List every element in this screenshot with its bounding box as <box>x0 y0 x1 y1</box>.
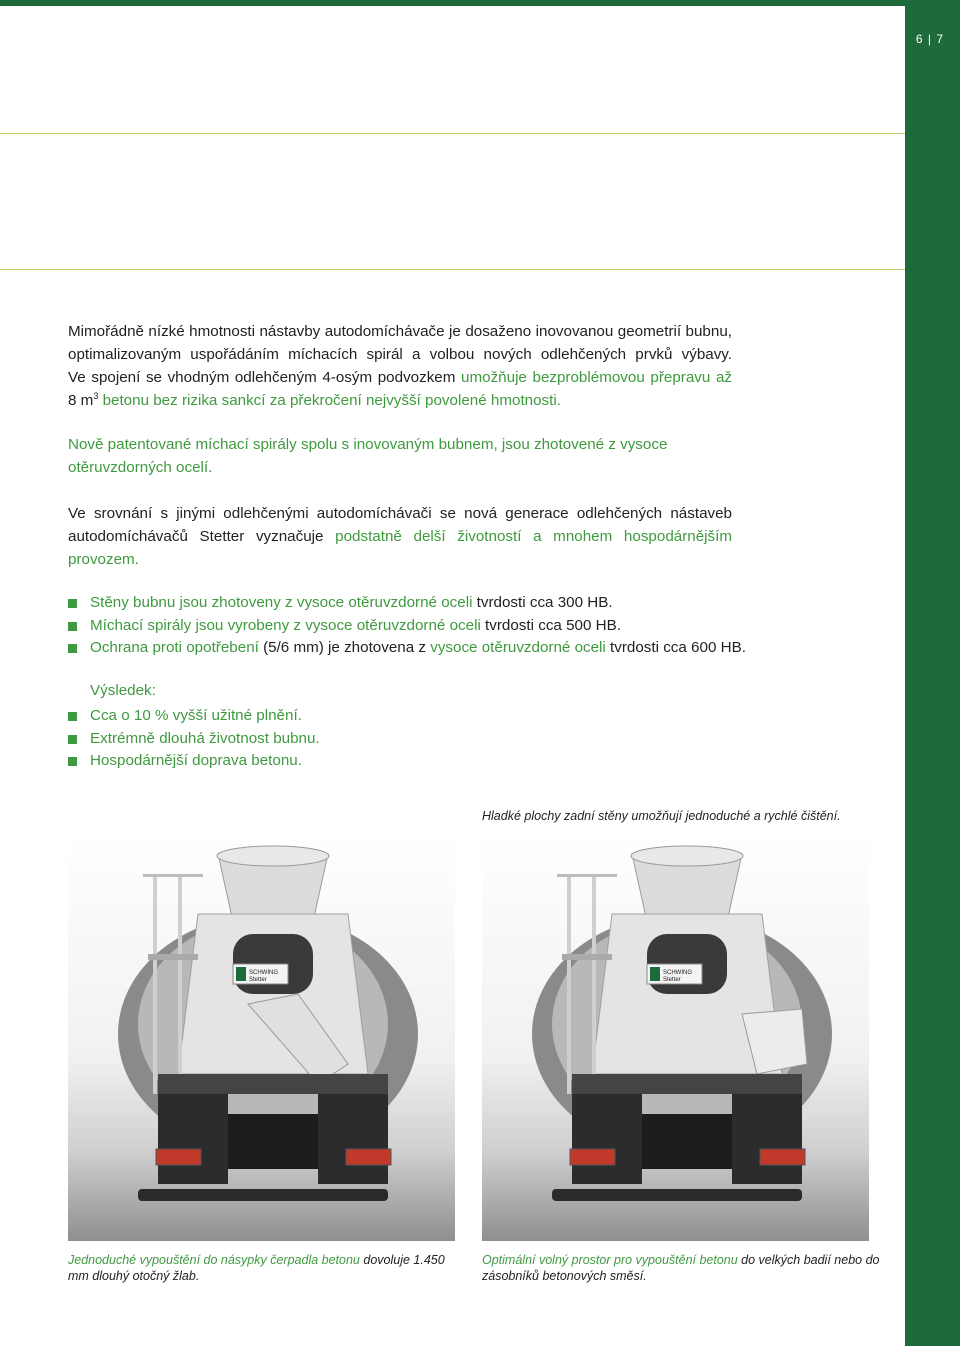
logo-text-2: Stetter <box>249 977 267 983</box>
truck-illustration <box>68 834 455 1241</box>
list-item: Míchací spirály jsou vyrobeny z vysoce otěruvzdorné oceli tvrdosti cca 500 HB. <box>68 615 768 638</box>
bullet-square-icon <box>68 757 77 766</box>
logo-text-1: SCHWING <box>249 970 278 976</box>
right-green-margin <box>905 0 960 1346</box>
bullet-square-icon <box>68 599 77 608</box>
list-item: Extrémně dlouhá životnost bubnu. <box>68 728 768 751</box>
divider-rule-1 <box>0 133 905 134</box>
steel-bullet-list <box>68 592 768 660</box>
bullet-square-icon <box>68 735 77 744</box>
list-item: Stěny bubnu jsou zhotoveny z vysoce otěruvzdorné oceli tvrdosti cca 300 HB. <box>68 592 768 615</box>
list-item: Cca o 10 % vyšší užitné plnění. <box>68 705 768 728</box>
bullet-square-icon <box>68 712 77 721</box>
divider-rule-2 <box>0 269 905 270</box>
truck-photo-chute-down <box>68 834 455 1241</box>
truck-photo-chute-raised <box>482 834 869 1241</box>
caption-free-space: Optimální volný prostor pro vypouštění betonu do velkých badií nebo do zásobníků betonových směsí. <box>482 1253 880 1283</box>
bullet-square-icon <box>68 644 77 653</box>
caption-chute-pump: Jednoduché vypouštění do násypky čerpadla betonu dovoluje 1.450 mm dlouhý otočný žlab. <box>68 1253 445 1283</box>
list-item: Ochrana proti opotřebení (5/6 mm) je zhotovena z vysoce otěruvzdorné oceli tvrdosti cca 600 HB. <box>68 637 768 660</box>
list-item: Hospodárnější doprava betonu. <box>68 750 768 773</box>
caption-rear-wall: Hladké plochy zadní stěny umožňují jednoduché a rychlé čištění. <box>482 809 841 823</box>
page-number: 6 | 7 <box>915 32 944 46</box>
spirals-paragraph: Nově patentované míchací spirály spolu s inovovaným bubnem, jsou zhotovené z vysoce otěruvzdorných ocelí. <box>68 436 668 476</box>
result-bullet-list <box>68 705 768 773</box>
logo-text-1: SCHWING <box>663 970 692 976</box>
result-heading: Výsledek: <box>90 682 156 699</box>
intro-paragraph: Mimořádně nízké hmotnosti nástavby autodomíchávače je dosaženo inovovanou geometrií bubnu, optimalizovaným uspořádáním míchacích spirál a volbou nových odlehčených prvků výbavy. Ve spojení se vhodným odlehčeným 4-osým podvozkem umožňuje bezproblémovou přepravu až 8 $m^3$ betonu bez rizika sankcí za překročení nejvyšší povolené hmotnosti. <box>68 323 732 409</box>
logo-text-2: Stetter <box>663 977 681 983</box>
bullet-square-icon <box>68 622 77 631</box>
comparison-paragraph: Ve srovnání s jinými odlehčenými autodomíchávači se nová generace odlehčených nástaveb autodomíchávačů Stetter vyznačuje podstatně delší životností a mnohem hospodárnějším provozem. <box>68 505 732 568</box>
top-green-bar <box>0 0 960 6</box>
truck-illustration <box>482 834 869 1241</box>
